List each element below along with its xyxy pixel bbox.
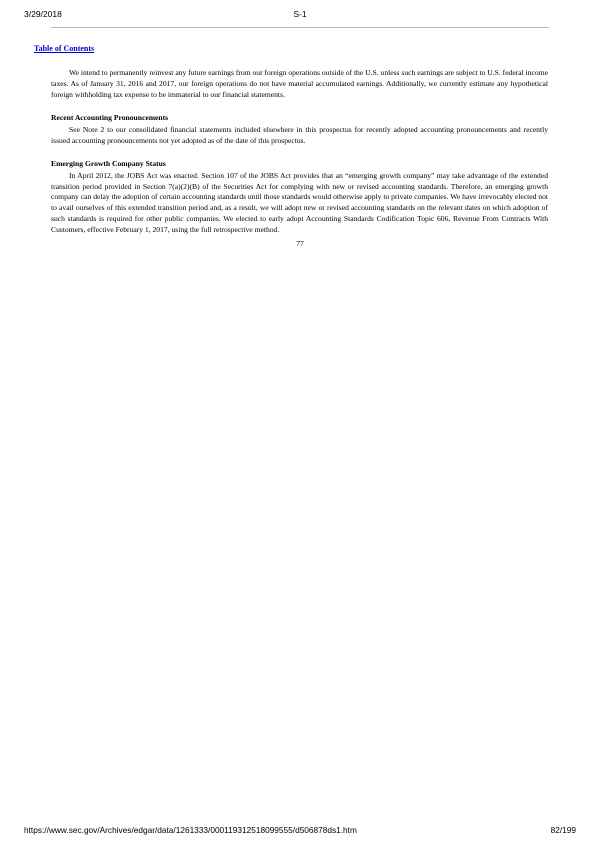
source-url: https://www.sec.gov/Archives/edgar/data/1261333/000119312518099555/d506878ds1.htm [24, 825, 357, 835]
page-number: 77 [296, 239, 304, 248]
section-text: See Note 2 to our consolidated financial statements included elsewhere in this prospectus for recently adopted accounting pronouncements and recently issued accounting pronouncements not yet adopted as of the date of this prospectus. [51, 124, 548, 145]
section-heading: Emerging Growth Company Status [51, 159, 166, 168]
header-divider [51, 27, 549, 28]
print-date: 3/29/2018 [24, 9, 62, 19]
section-recent-accounting [51, 113, 548, 146]
paragraph-text: We intend to permanently reinvest any future earnings from our foreign operations outside of the U.S. unless such earnings are subject to U.S. federal income taxes. As of January 31, 2016 and 2017, our foreign operations do not have material accumulated earnings. Additionally, we currently estimate any hypothetical foreign withholding tax expense to be immaterial to our financial statements. [51, 68, 548, 99]
document-title: S-1 [293, 9, 307, 19]
print-footer [24, 825, 576, 837]
table-of-contents-link[interactable]: Table of Contents [34, 44, 95, 53]
section-text: In April 2012, the JOBS Act was enacted. Section 107 of the JOBS Act provides that an “emerging growth company” may take advantage of the extended transition period provided in Section 7(a)(2)(B) of the Securities Act for complying with new or revised accounting standards. Therefore, an emerging growth company can delay the adoption of certain accounting standards until those standards would otherwise apply to private companies. We have irrevocably elected not to avail ourselves of this extended transition period and, as a result, we will adopt new or revised accounting standards on the relevant dates on which adoption of such standards is required for other public companies. We elected to early adopt Accounting Standards Codification Topic 606, Revenue From Contracts With Customers, effective February 1, 2017, using the full retrospective method. [51, 170, 548, 234]
section-heading: Recent Accounting Pronouncements [51, 113, 169, 122]
page-count: 82/199 [550, 825, 576, 835]
paragraph-foreign-earnings [51, 68, 548, 100]
section-emerging-growth [51, 159, 548, 236]
print-header [24, 9, 576, 23]
